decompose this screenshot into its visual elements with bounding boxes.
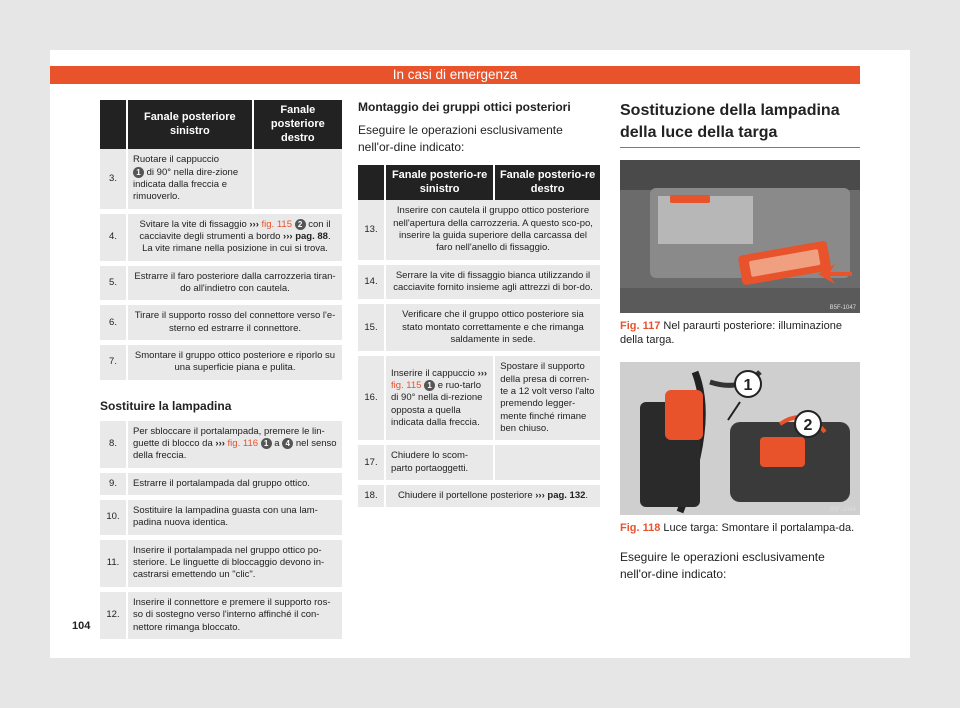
middle-column [358, 100, 600, 512]
table-row: 8. Per sbloccare il portalampada, premere le lin-guette di blocco da ››› fig. 116 1 a 4 nel senso della freccia. [100, 421, 342, 471]
figure-link[interactable]: fig. 115 [391, 379, 422, 391]
table-row: 5. Estrarre il faro posteriore dalla carrozzeria tiran-do all'indietro con cautela. [100, 263, 342, 303]
removal-table [100, 100, 342, 385]
table-row: 15. Verificare che il gruppo ottico posteriore sia stato montato correttamente e che rimanga saldamente in sede. [358, 302, 600, 354]
table-row: 17. Chiudere lo scom-parto portaoggetti. [358, 443, 600, 483]
header-right-lamp: Fanale posterio-re destro [494, 165, 600, 201]
mounting-table [358, 165, 600, 513]
table-row: 6. Tirare il supporto rosso del connettore verso l'e-sterno ed estrarre il connettore. [100, 303, 342, 343]
table-row: 3. Ruotare il cappuccio 1 di 90° nella dire-zione indicata dalla freccia e rimuoverlo. [100, 149, 342, 211]
section-header: In casi di emergenza [50, 66, 860, 84]
page-link[interactable]: pag. 132 [547, 490, 586, 502]
figure-link[interactable]: fig. 116 [227, 438, 259, 450]
table-row: 14. Serrare la vite di fissaggio bianca utilizzando il cacciavite fornito insieme agli attrezzi di bor-do. [358, 262, 600, 302]
figure-118-caption: Fig. 118 Luce targa: Smontare il portalampa-da. [620, 521, 855, 534]
table-row: 18. Chiudere il portellone posteriore ››› pag. 132. [358, 483, 600, 510]
table-row: 13. Inserire con cautela il gruppo ottico posteriore nell'apertura della carrozzeria. A questo sco-po, inserire la guida superiore della carcassa del faro nell'anello di fissaggio. [358, 200, 600, 262]
header-left-lamp: Fanale posteriore sinistro [127, 100, 253, 149]
bulb-table [100, 421, 342, 644]
header-left-lamp: Fanale posterio-re sinistro [385, 165, 494, 201]
subheading-replace-bulb: Sostituire la lampadina [100, 398, 232, 413]
svg-text:2: 2 [803, 416, 813, 434]
figure-117-caption: Fig. 117 Nel paraurti posteriore: illuminazione della targa. [620, 320, 842, 347]
table-row: 7. Smontare il gruppo ottico posteriore e riporlo su una superficie piana e pulita. [100, 343, 342, 383]
table-row: 11. Inserire il portalampada nel gruppo ottico po-steriore. Le linguette di bloccaggio devono in-castrarsi emettendo un "clic". [100, 537, 342, 589]
intro-text: Eseguire le operazioni esclusivamente nell'or-dine indicato: [358, 123, 563, 155]
callout-circle: 1 [133, 167, 144, 178]
figure-link[interactable]: fig. 115 [261, 218, 292, 230]
table-row: 10. Sostituire la lampadina guasta con una lam-padina nuova identica. [100, 498, 342, 538]
svg-text:1: 1 [743, 376, 753, 394]
table-row: 12. Inserire il connettore e premere il supporto ros-so di sostegno verso l'interno affinché il con-nettore rimanga bloccato. [100, 589, 342, 641]
outro-text: Eseguire le operazioni esclusivamente nell'or-dine indicato: [620, 550, 825, 582]
page-link[interactable]: pag. 88 [295, 230, 328, 242]
table-row: 16. Inserire il cappuccio ››› fig. 115 1 e ruo-tarlo di 90° nella di-rezione opposta a quella indicata dalla freccia. Spostare il supporto della presa di corren-te a 12 volt verso l'alto premendo legger-mente finché rimane ben chiuso. [358, 354, 600, 443]
header-right-lamp: Fanale posteriore destro [253, 100, 342, 149]
bulb-holder-illustration [620, 362, 860, 515]
plate-light-illustration [620, 160, 860, 313]
table-row: 4. Svitare la vite di fissaggio ››› fig. 115 2 con il cacciavite degli strumenti a bordo ››› pag. 88. La vite rimane nella posizione in cui si trova. [100, 211, 342, 263]
section-heading-plate-light: Sostituzione della lampadina della luce della targa [620, 100, 860, 148]
table-row: 9. Estrarre il portalampada dal gruppo ottico. [100, 470, 342, 497]
figure-118-image: 1 2 B5F-1048 [620, 362, 860, 515]
subheading-mounting: Montaggio dei gruppi ottici posteriori [358, 100, 571, 114]
left-column [100, 100, 342, 644]
figure-117-image: B5F-1047 [620, 160, 860, 313]
page-number: 104 [72, 620, 91, 632]
right-column [620, 100, 860, 592]
